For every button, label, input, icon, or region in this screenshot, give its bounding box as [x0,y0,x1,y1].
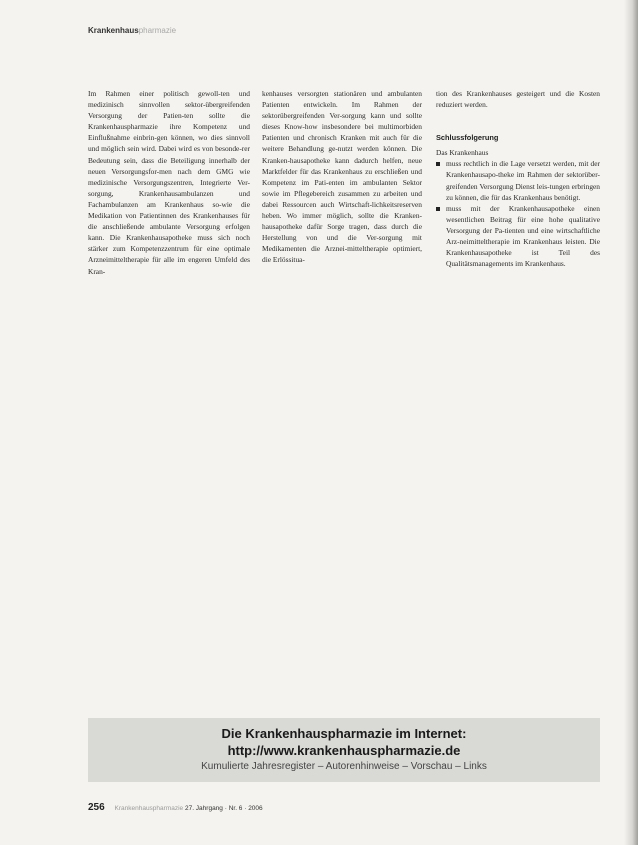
column-2-body: kenhauses versorgten stationären und ambulanten Patienten entwickeln. Im Rahmen der sektorübergreifenden Ver-sorgung kann und sollte dieses Know-how insbesondere bei multimorbiden Patienten und chronisch Kranken mit auch für die weitere Behandlung ge-nutzt werden können. Die Kranken-hausapotheke kann dadurch helfen, neue Marktfelder für das Krankenhaus zu erschließen und Kompetenz im Pati-enten im ambulanten Sektor sowie im Pflegebereich zusammen zu arbeiten und dabei Ressourcen auch Wirtschaft-lichkeitsreserven heben. Wo immer möglich, sollte die Kranken-hausapotheke dafür Sorge tragen, dass durch die Herstellung von und die Ver-sorgung mit Medikamenten die Arznei-mitteltherapie optimiert, die Erlössitua- [262,89,422,265]
banner-title: Die Krankenhauspharmazie im Internet: [221,726,467,741]
list-item: muss mit der Krankenhausapotheke einen wesentlichen Beitrag für eine hohe qualitative Versorgung der Pa-tienten und eine wirtschaftliche Arz-neimitteltherapie im Krankenhaus leisten. Die Krankenhausapotheke ist Teil des Qualitätsmanagements im Krankenhaus. [436,203,600,270]
list-item: muss rechtlich in die Lage versetzt werden, mit der Krankenhausapo-theke im Rahmen der sektorüber-greifenden Versorgung Dienst leis-tungen erbringen zu können, die für das Krankenhaus benötigt. [436,158,600,202]
banner-links: Kumulierte Jahresregister – Autorenhinweise – Vorschau – Links [201,761,487,772]
text-column-3 [436,88,600,269]
running-header [88,26,176,35]
header-journal-light: pharmazie [138,26,177,35]
scan-edge-shadow [624,0,638,845]
conclusion-heading: Schlussfolgerung [436,133,499,143]
footer-journal: Krankenhauspharmazie [114,805,184,812]
header-journal-bold: Krankenhaus [88,26,139,35]
footer-issue: 27. Jahrgang · Nr. 6 · 2006 [184,805,263,812]
text-column-2 [262,88,422,266]
column-3-body: tion des Krankenhauses gesteigert und die Kosten reduziert werden. [436,89,600,110]
conclusion-list [436,158,600,269]
conclusion-intro: Das Krankenhaus [436,148,489,158]
page-number: 256 [88,802,105,813]
page-footer [88,802,263,813]
column-1-body: Im Rahmen einer politisch gewoll-ten und medizinisch sinnvollen sektor-übergreifenden Versorgung der Patien-ten sollte die Krankenhauspharmazie ihre Kompetenz und Einflußnahme einbrin-gen können, wo dies sinnvoll und möglich sein wird. Dabei wird es von besonde-rer Bedeutung sein, dass die Beteiligung innerhalb der neuen Versorgungsfor-men nach dem GMG wie medizinische Versorgungszentren, Integrierte Ver-sorgung, Krankenhausambulanzen und Fachambulanzen am Krankenhaus so-wie die Medikation von Patientinnen des Krankenhauses für die anschließende ambulante Versorgung erfolgen kann. Die Krankenhausapotheke muss sich noch stärker zum Kompetenzzentrum für eine optimale Arzneimitteltherapie für alle im engeren Umfeld des Kran- [88,89,250,276]
banner-url: http://www.krankenhauspharmazie.de [227,743,461,758]
internet-banner [88,718,600,782]
text-column-1 [88,88,250,277]
